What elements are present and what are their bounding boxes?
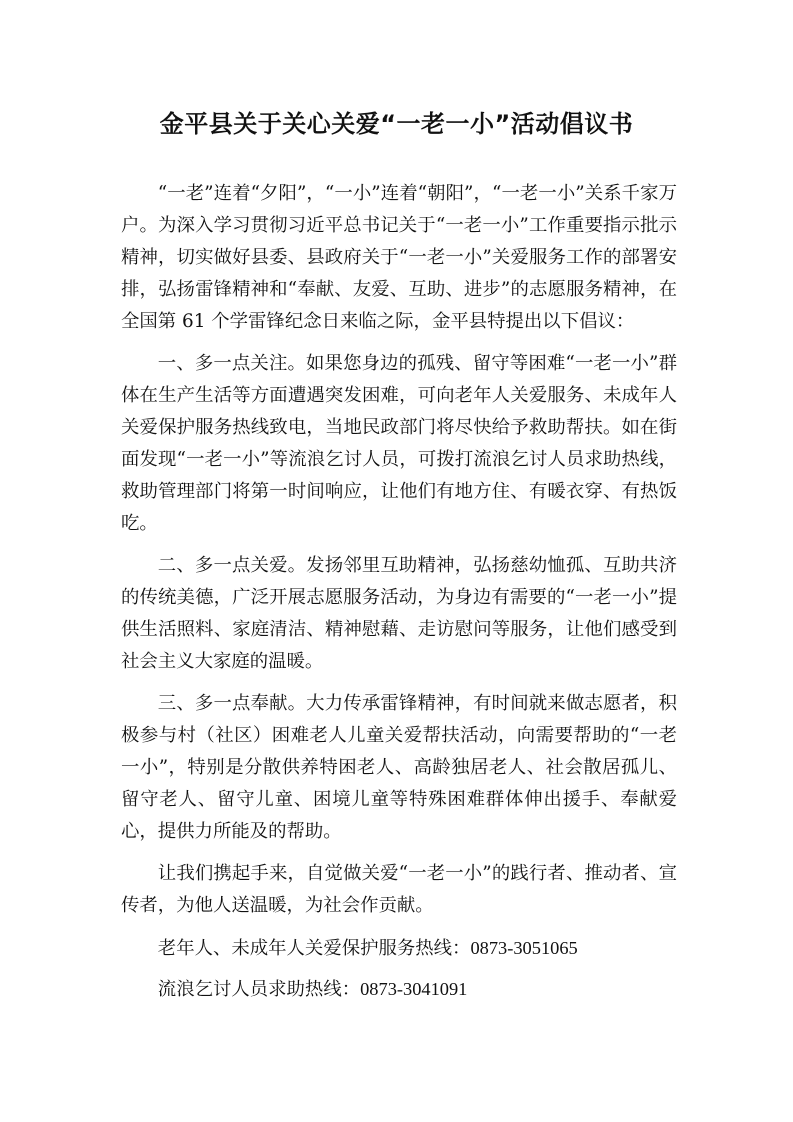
rescue-hotline-label: 流浪乞讨人员求助热线：	[157, 979, 361, 1000]
care-hotline	[121, 932, 677, 965]
rescue-hotline	[121, 973, 677, 1006]
care-hotline-number: 0873-3051065	[470, 938, 578, 958]
proposal-item-2: 二、多一点关爱。发扬邻里互助精神，弘扬慈幼恤孤、互助共济的传统美德，广泛开展志愿服务活动，为身边有需要的“一老一小”提供生活照料、家庭清洁、精神慰藉、走访慰问等服务，让他们感受到社会主义大家庭的温暖。	[121, 555, 677, 672]
document-body	[121, 178, 677, 1014]
intro-paragraph: “一老”连着“夕阳”，“一小”连着“朝阳”，“一老一小”关系千家万户。为深入学习贯彻习近平总书记关于“一老一小”工作重要指示批示精神，切实做好县委、县政府关于“一老一小”关爱服务工作的部署安排，弘扬雷锋精神和“奉献、友爱、互助、进步”的志愿服务精神，在全国第 61 个学雷锋纪念日来临之际，金平县特提出以下倡议：	[121, 183, 677, 332]
closing-paragraph: 让我们携起手来，自觉做关爱“一老一小”的践行者、推动者、宣传者，为他人送温暖，为社会作贡献。	[121, 863, 677, 916]
proposal-item-1: 一、多一点关注。如果您身边的孤残、留守等困难“一老一小”群体在生产生活等方面遭遇突发困难，可向老年人关爱服务、未成年人关爱保护服务热线致电，当地民政部门将尽快给予救助帮扶。如在街面发现“一老一小”等流浪乞讨人员，可拨打流浪乞讨人员求助热线，救助管理部门将第一时间响应，让他们有地方住、有暖衣穿、有热饭吃。	[121, 353, 677, 534]
rescue-hotline-number: 0873-3041091	[360, 979, 468, 999]
care-hotline-label: 老年人、未成年人关爱保护服务热线：	[157, 938, 471, 959]
proposal-item-3: 三、多一点奉献。大力传承雷锋精神，有时间就来做志愿者，积极参与村（社区）困难老人儿童关爱帮扶活动，向需要帮助的“一老一小”，特别是分散供养特困老人、高龄独居老人、社会散居孤儿、留守老人、留守儿童、困境儿童等特殊困难群体伸出援手、奉献爱心，提供力所能及的帮助。	[121, 693, 677, 842]
document-title: 金平县关于关心关爱“一老一小”活动倡议书	[159, 110, 634, 138]
